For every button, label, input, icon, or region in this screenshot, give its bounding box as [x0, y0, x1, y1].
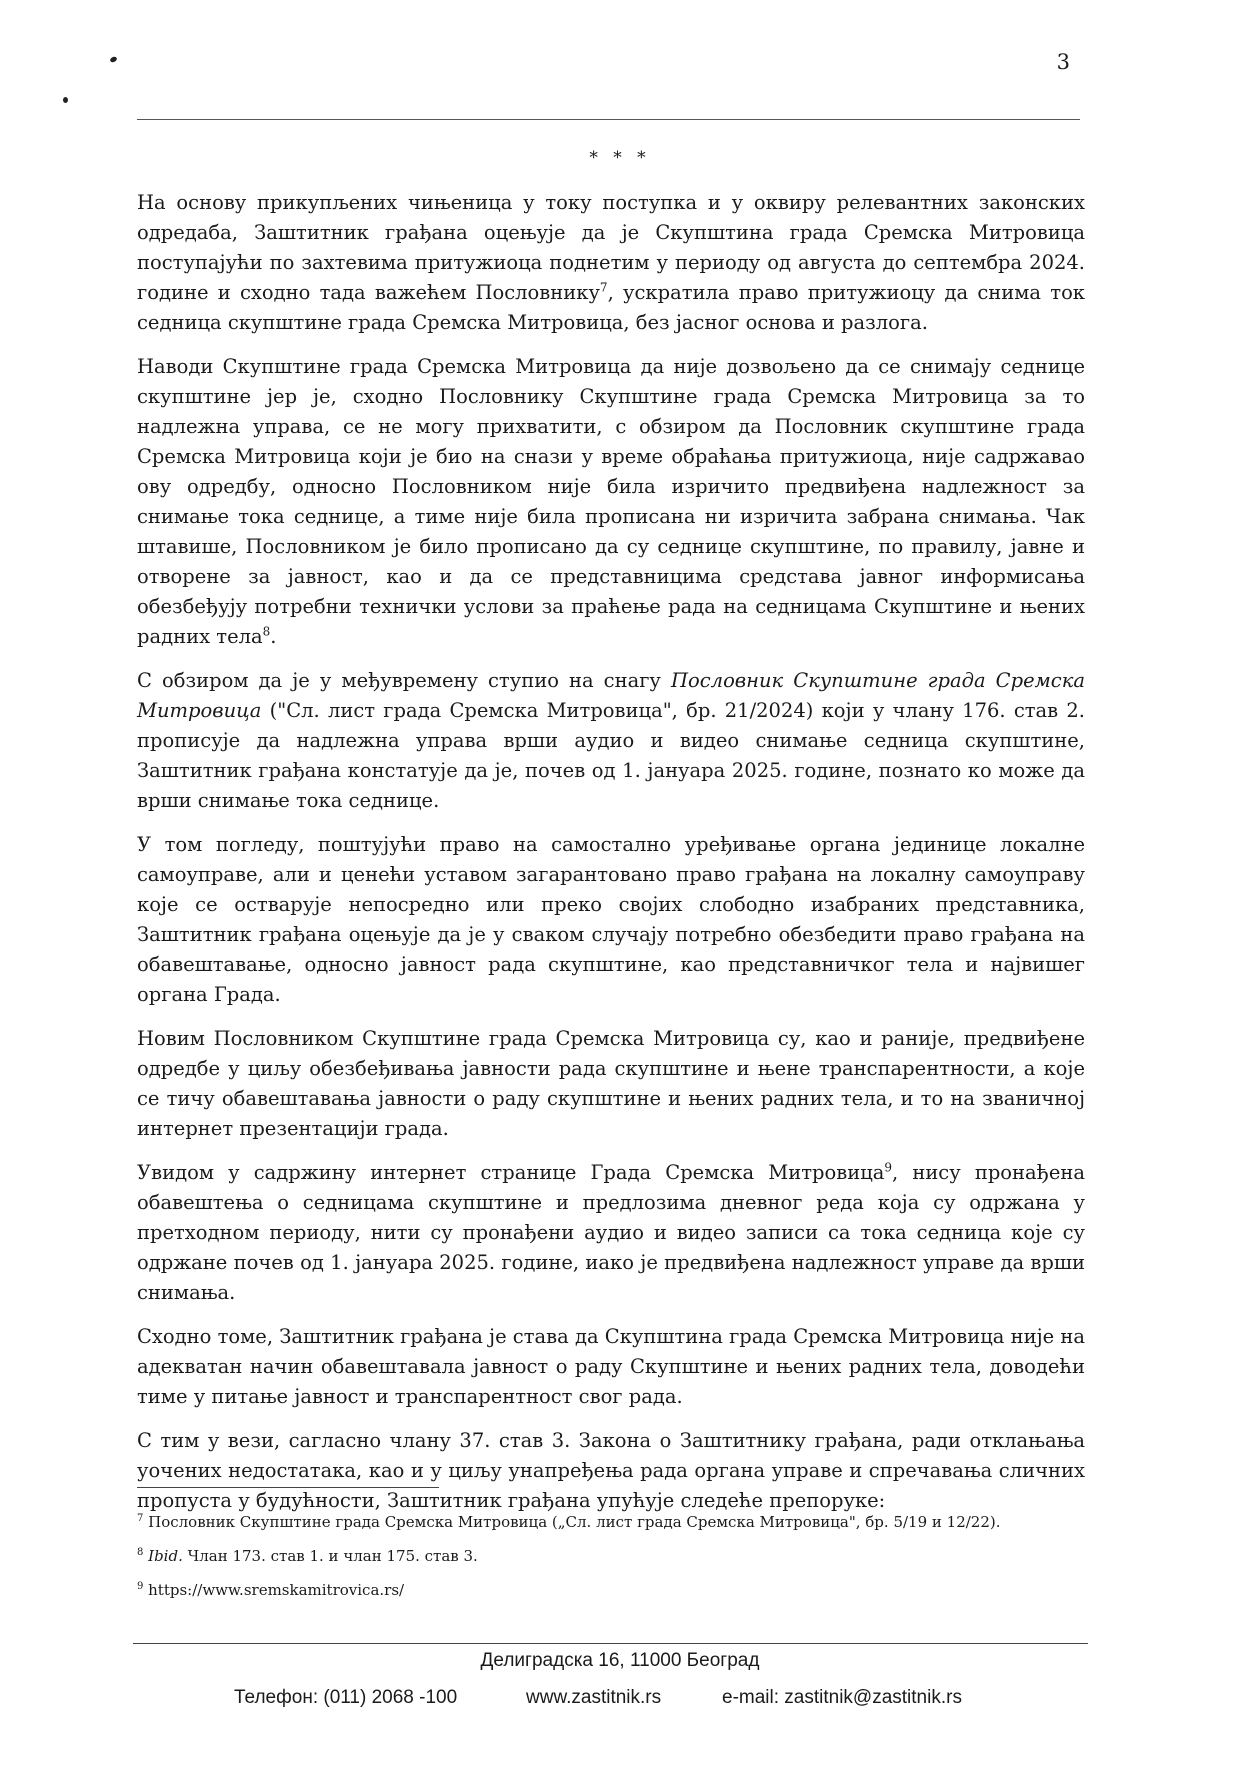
scan-speck	[109, 56, 117, 63]
paragraph-1: На основу прикупљених чињеница у току поступка и у оквиру релевантних законских одредаба, Заштитник грађана оцењује да је Скупштина града Сремска Митровица поступајући по захтевима притужиоца поднетим у периоду од августа до септембра 2024. године и сходно тада важећем Пословнику$^7$, ускратила право притужиоцу да снима ток седница скупштине града Сремска Митровица, без јасног основа и разлога.	[137, 191, 1085, 334]
paragraph-8: С тим у вези, сагласно члану 37. став 3. Закона о Заштитнику грађана, ради отклањања уочених недостатака, као и у циљу унапређења рада органа управе и спречавања сличних пропуста у будућности, Заштитник грађана упућује следеће препоруке:	[137, 1429, 1085, 1512]
paragraph-6: Увидом у садржину интернет странице Града Сремска Митровица$^9$, нису пронађена обавештења о седницама скупштине и предлозима дневног реда која су одржана у претходном периоду, нити су пронађени аудио и видео записи са тока седница које су одржане почев од 1. јануара 2025. године, иако је предвиђена надлежност управе да врши снимања.	[137, 1160, 1085, 1304]
footnote-ref: 7	[599, 280, 608, 295]
paragraph-3: С обзиром да је у међувремену ступио на снагу Пословник Скупштине града Сремска Митровица ("Сл. лист града Сремска Митровица", бр. 21/2024) који у члану 176. став 2. прописује да надлежна управа врши аудио и видео снимање седница скупштине, Заштитник грађана констатује да је, почев од 1. јануара 2025. године, познато ко може да врши снимање тока седнице.	[137, 669, 1085, 812]
footnote-divider	[137, 1487, 439, 1488]
paragraph-2: Наводи Скупштине града Сремска Митровица да није дозвољено да се снимају седнице скупштине јер је, сходно Пословнику Скупштине града Сремска Митровица за то надлежна управа, се не могу прихватити, с обзиром да Пословник скупштине града Сремска Митровица који је био на снази у време обраћања притужиоца, није садржавао ову одредбу, односно Пословником није била изричито предвиђена надлежност за снимање тока седнице, а тиме није била прописана ни изричита забрана снимања. Чак штавише, Пословником је било прописано да су седнице скупштине, по правилу, јавне и отворене за јавност, као и да се представницима средстава јавног информисања обезбеђују потребни технички услови за праћење рада на седницама Скупштине и њених радних тела$^8$.	[137, 355, 1085, 648]
footnote-ref: 9	[884, 1160, 892, 1175]
footnote-8: $^8$ Ibid. Члан 173. став 1. и члан 175. став 3.	[137, 1547, 478, 1565]
footnote-ref: 8	[262, 624, 271, 639]
footer-address: Делиградска 16, 11000 Београд	[480, 1650, 760, 1671]
footnote-9: $^9$ https://www.sremskamitrovica.rs/	[137, 1581, 405, 1599]
header-divider	[137, 119, 1080, 120]
document-body	[137, 188, 1085, 1530]
document-title-italic: Пословник Скупштине града Сремска Митровица	[137, 669, 1085, 722]
footnote-7: $^7$ Пословник Скупштине града Сремска Митровица („Сл. лист града Сремска Митровица", бр. 5/19 и 12/22).	[137, 1513, 1001, 1531]
section-separator: * * *	[589, 148, 651, 168]
footer-phone: Телефон: (011) 2068 -100	[234, 1687, 458, 1708]
website-link[interactable]: https://www.sremskamitrovica.rs/	[143, 1581, 405, 1599]
scan-speck	[63, 97, 68, 103]
footer-website[interactable]: www.zastitnik.rs	[526, 1687, 662, 1708]
paragraph-7: Сходно томе, Заштитник грађана је става да Скупштина града Сремска Митровица није на адекватан начин обавештавала јавност о раду Скупштине и њених радних тела, доводећи тиме у питање јавност и транспарентност свог рада.	[137, 1325, 1085, 1408]
paragraph-4: У том погледу, поштујући право на самостално уређивање органа јединице локалне самоуправе, али и ценећи уставом загарантовано право грађана на локалну самоуправу које се остварује непосредно или преко својих слободно изабраних представника, Заштитник грађана оцењује да је у сваком случају потребно обезбедити право грађана на обавештавање, односно јавност рада скупштине, као представничког тела и највишег органа Града.	[137, 833, 1085, 1006]
paragraph-5: Новим Пословником Скупштине града Сремска Митровица су, као и раније, предвиђене одредбе у циљу обезбеђивања јавности рада скупштине и њене транспарентности, а које се тичу обавештавања јавности о раду скупштине и њених радних тела, и то на званичној интернет презентацији града.	[137, 1027, 1085, 1140]
footer-email[interactable]: e-mail: zastitnik@zastitnik.rs	[722, 1687, 962, 1708]
footer-divider	[133, 1643, 1088, 1644]
footnotes	[137, 1510, 1085, 1612]
page-number: 3	[1056, 50, 1070, 74]
